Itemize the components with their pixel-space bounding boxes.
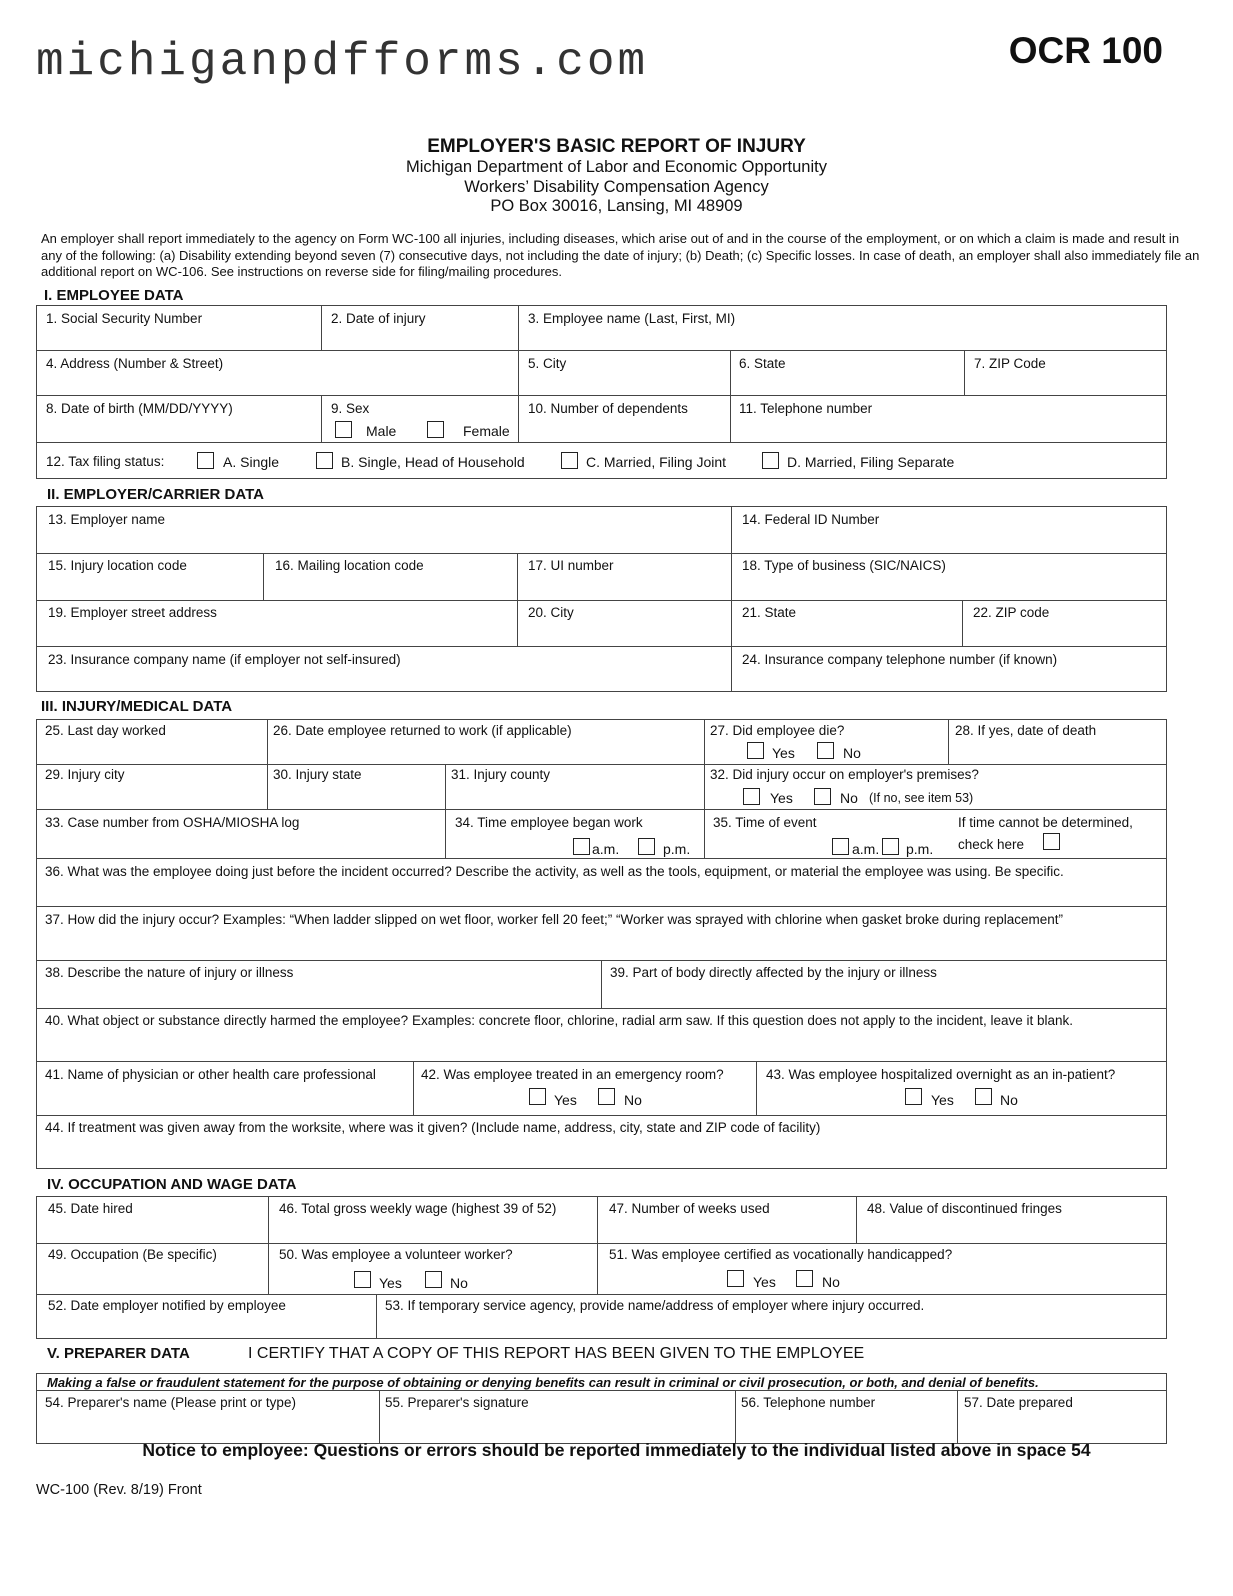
field-date-of-birth[interactable]: 8. Date of birth (MM/DD/YYYY) (46, 401, 233, 416)
field-treatment-facility[interactable]: 44. If treatment was given away from the worksite, where was it given? (Include name, address, city, state and ZIP code of facility) (45, 1120, 821, 1135)
field-employer-state[interactable]: 21. State (742, 605, 797, 620)
label-yes: Yes (772, 745, 795, 761)
label-no: No (840, 790, 858, 806)
checkbox-er-no[interactable] (598, 1088, 615, 1105)
checkbox-time-undetermined[interactable] (1043, 833, 1060, 850)
checkbox-handicapped-yes[interactable] (727, 1270, 744, 1287)
field-employee-name[interactable]: 3. Employee name (Last, First, MI) (528, 311, 736, 326)
label-yes: Yes (931, 1092, 954, 1108)
field-date-prepared[interactable]: 57. Date prepared (964, 1395, 1073, 1410)
field-weekly-wage[interactable]: 46. Total gross weekly wage (highest 39 of 52) (279, 1201, 557, 1216)
field-injury-state[interactable]: 30. Injury state (273, 767, 362, 782)
field-injury-city[interactable]: 29. Injury city (45, 767, 125, 782)
section-occupation-title: IV. OCCUPATION AND WAGE DATA (47, 1176, 297, 1193)
label-yes: Yes (379, 1275, 402, 1291)
agency-line: Workers’ Disability Compensation Agency (464, 177, 769, 196)
field-address[interactable]: 4. Address (Number & Street) (46, 356, 224, 371)
label-pm: p.m. (663, 841, 691, 857)
agency-line: PO Box 30016, Lansing, MI 48909 (490, 197, 743, 215)
form-title-block (0, 136, 1233, 217)
checkbox-head-of-household[interactable] (316, 452, 333, 469)
field-mailing-location-code[interactable]: 16. Mailing location code (275, 558, 424, 573)
checkbox-event-pm[interactable] (882, 838, 899, 855)
field-sex-label: 9. Sex (331, 401, 370, 416)
field-city[interactable]: 5. City (528, 356, 567, 371)
employer-data-grid (36, 506, 1167, 692)
checkbox-er-yes[interactable] (529, 1088, 546, 1105)
field-time-of-event-label: 35. Time of event (713, 815, 817, 830)
field-activity-before-incident[interactable]: 36. What was the employee doing just before the incident occurred? Describe the activity, as well as the tools, equipment, or material the employee was using. Be specific. (45, 864, 1064, 879)
label-yes: Yes (770, 790, 793, 806)
checkbox-hospitalized-no[interactable] (975, 1088, 992, 1105)
employee-data-grid (36, 305, 1167, 479)
field-volunteer-label: 50. Was employee a volunteer worker? (279, 1247, 513, 1262)
field-premises-label: 32. Did injury occur on employer's premises? (710, 767, 979, 782)
field-employee-died-label: 27. Did employee die? (710, 723, 845, 738)
form-code: OCR 100 (1008, 30, 1163, 71)
field-return-to-work[interactable]: 26. Date employee returned to work (if applicable) (273, 723, 572, 738)
field-last-day-worked[interactable]: 25. Last day worked (45, 723, 166, 738)
checkbox-premises-no[interactable] (814, 788, 831, 805)
field-harmful-object[interactable]: 40. What object or substance directly harmed the employee? Examples: concrete floor, chlorine, radial arm saw. If this question does not apply to the incident, leave it blank. (45, 1013, 1074, 1028)
checkbox-married-joint[interactable] (561, 452, 578, 469)
field-zip[interactable]: 7. ZIP Code (974, 356, 1046, 371)
checkbox-premises-yes[interactable] (743, 788, 760, 805)
section-employer-title: II. EMPLOYER/CARRIER DATA (47, 486, 264, 503)
checkbox-single[interactable] (197, 452, 214, 469)
section-preparer-title: V. PREPARER DATA (47, 1345, 190, 1362)
label-no: No (450, 1275, 468, 1291)
checkbox-hospitalized-yes[interactable] (905, 1088, 922, 1105)
field-temp-agency[interactable]: 53. If temporary service agency, provide name/address of employer where injury occurred. (385, 1298, 925, 1313)
field-state[interactable]: 6. State (739, 356, 786, 371)
field-body-part[interactable]: 39. Part of body directly affected by the injury or illness (610, 965, 937, 980)
field-federal-id[interactable]: 14. Federal ID Number (742, 512, 880, 527)
field-date-hired[interactable]: 45. Date hired (48, 1201, 133, 1216)
label-married-separate: D. Married, Filing Separate (787, 454, 955, 470)
field-dependents[interactable]: 10. Number of dependents (528, 401, 688, 416)
field-business-type[interactable]: 18. Type of business (SIC/NAICS) (742, 558, 946, 573)
certify-statement: I CERTIFY THAT A COPY OF THIS REPORT HAS BEEN GIVEN TO THE EMPLOYEE (248, 1345, 865, 1362)
checkbox-began-pm[interactable] (638, 838, 655, 855)
field-injury-location-code[interactable]: 15. Injury location code (48, 558, 187, 573)
notice-to-employee: Notice to employee: Questions or errors should be reported immediately to the individual listed above in space 54 (142, 1440, 1091, 1460)
label-no: No (843, 745, 861, 761)
preparer-data-grid (36, 1373, 1167, 1444)
checkbox-began-am[interactable] (573, 838, 590, 855)
premises-note: (If no, see item 53) (869, 791, 974, 805)
intro-text: An employer shall report immediately to the agency on Form WC-100 all injuries, including diseases, which arise out of and in the course of the employment, or on which a claim is made and result in any of the following: (a) Disability extending beyond seven (7) consecutive days, not including the date of injury; (b) Death; (c) Specific losses. In case of death, an employer shall also immediately file an additional report on WC-106. See instructions on reverse side for filing/mailing procedures. (41, 231, 1200, 279)
field-injury-county[interactable]: 31. Injury county (451, 767, 551, 782)
checkbox-handicapped-no[interactable] (796, 1270, 813, 1287)
field-insurance-phone[interactable]: 24. Insurance company telephone number (if known) (742, 652, 1058, 667)
checkbox-volunteer-yes[interactable] (354, 1271, 371, 1288)
checkbox-female[interactable] (427, 421, 444, 438)
section-injury-title: III. INJURY/MEDICAL DATA (41, 698, 233, 715)
label-pm: p.m. (906, 841, 934, 857)
form-revision-footer: WC-100 (Rev. 8/19) Front (36, 1482, 202, 1498)
label-no: No (1000, 1092, 1018, 1108)
field-date-employer-notified[interactable]: 52. Date employer notified by employee (48, 1298, 286, 1313)
field-telephone[interactable]: 11. Telephone number (739, 401, 873, 416)
checkbox-married-separate[interactable] (762, 452, 779, 469)
field-handicapped-label: 51. Was employee certified as vocationally handicapped? (609, 1247, 953, 1262)
form-title: EMPLOYER'S BASIC REPORT OF INJURY (427, 136, 806, 157)
label-no: No (624, 1092, 642, 1108)
field-time-began-work-label: 34. Time employee began work (455, 815, 643, 830)
field-date-of-death[interactable]: 28. If yes, date of death (955, 723, 1097, 738)
field-ssn[interactable]: 1. Social Security Number (46, 311, 203, 326)
section-employee-title: I. EMPLOYEE DATA (44, 287, 184, 304)
time-undetermined-note: If time cannot be determined, (958, 815, 1133, 830)
field-emergency-room-label: 42. Was employee treated in an emergency room? (421, 1067, 724, 1082)
field-employer-name[interactable]: 13. Employer name (48, 512, 166, 527)
field-preparer-telephone[interactable]: 56. Telephone number (741, 1395, 876, 1410)
field-employer-city[interactable]: 20. City (528, 605, 574, 620)
label-married-joint: C. Married, Filing Joint (586, 454, 727, 470)
field-physician-name[interactable]: 41. Name of physician or other health care professional (45, 1067, 376, 1082)
field-occupation[interactable]: 49. Occupation (Be specific) (48, 1247, 217, 1262)
field-date-of-injury[interactable]: 2. Date of injury (331, 311, 426, 326)
field-employer-zip[interactable]: 22. ZIP code (973, 605, 1050, 620)
label-single: A. Single (223, 454, 280, 470)
field-nature-of-injury[interactable]: 38. Describe the nature of injury or illness (45, 965, 294, 980)
field-tax-status-label: 12. Tax filing status: (46, 454, 165, 469)
field-discontinued-fringes[interactable]: 48. Value of discontinued fringes (867, 1201, 1062, 1216)
injury-data-grid (36, 719, 1167, 1169)
label-head-of-household: B. Single, Head of Household (341, 454, 525, 470)
field-preparer-name[interactable]: 54. Preparer's name (Please print or type) (45, 1395, 296, 1410)
field-how-injury-occurred[interactable]: 37. How did the injury occur? Examples: “When ladder slipped on wet floor, worker fell 20 feet;” “Worker was sprayed with chlorine when gasket broke during replacement” (45, 912, 1063, 927)
label-am: a.m. (592, 841, 620, 857)
field-osha-case-number[interactable]: 33. Case number from OSHA/MIOSHA log (45, 815, 300, 830)
label-female: Female (463, 423, 510, 439)
field-preparer-signature[interactable]: 55. Preparer's signature (385, 1395, 529, 1410)
checkbox-event-am[interactable] (832, 838, 849, 855)
time-undetermined-check-label: check here (958, 837, 1025, 852)
label-yes: Yes (554, 1092, 577, 1108)
field-weeks-used[interactable]: 47. Number of weeks used (609, 1201, 770, 1216)
agency-line: Michigan Department of Labor and Economic Opportunity (406, 158, 827, 176)
fraud-warning: Making a false or fraudulent statement for the purpose of obtaining or denying benefits can result in criminal or civil prosecution, or both, and denial of benefits. (47, 1375, 1039, 1390)
field-ui-number[interactable]: 17. UI number (528, 558, 614, 573)
occupation-data-grid (36, 1196, 1167, 1339)
field-employer-street[interactable]: 19. Employer street address (48, 605, 217, 620)
field-hospitalized-label: 43. Was employee hospitalized overnight as an in-patient? (766, 1067, 1116, 1082)
watermark: michiganpdfforms.com (36, 36, 649, 88)
label-am: a.m. (852, 841, 880, 857)
field-insurance-company[interactable]: 23. Insurance company name (if employer not self-insured) (48, 652, 401, 667)
checkbox-volunteer-no[interactable] (425, 1271, 442, 1288)
label-male: Male (366, 423, 397, 439)
checkbox-male[interactable] (335, 421, 352, 438)
checkbox-died-yes[interactable] (747, 742, 764, 759)
label-yes: Yes (753, 1274, 776, 1290)
label-no: No (822, 1274, 840, 1290)
checkbox-died-no[interactable] (817, 742, 834, 759)
